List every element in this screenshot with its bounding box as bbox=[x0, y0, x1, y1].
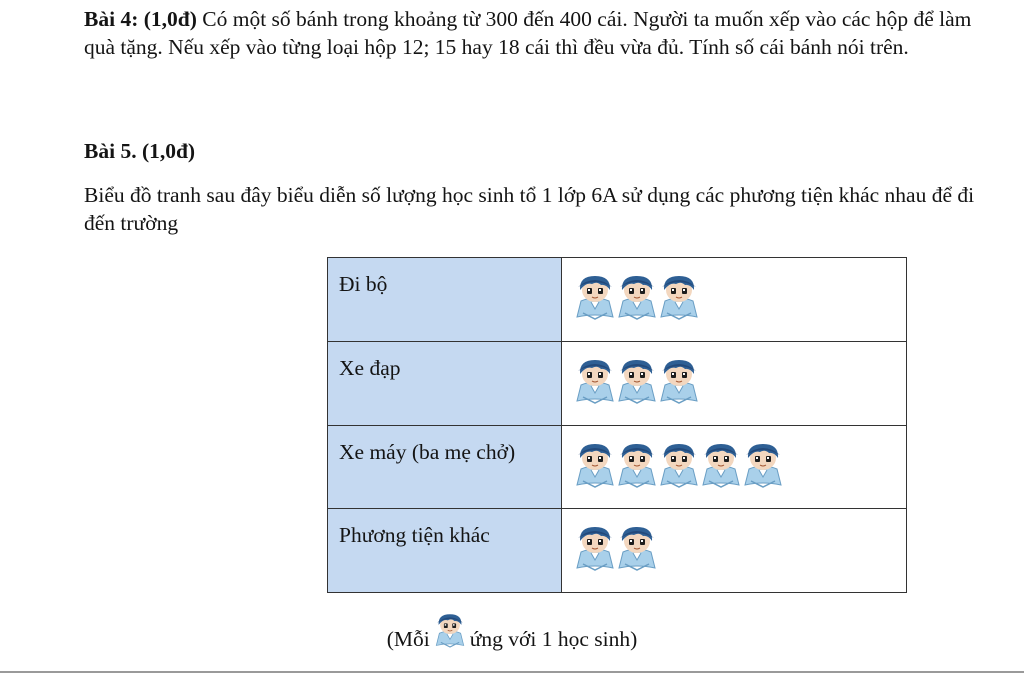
category-label: Đi bộ bbox=[328, 258, 562, 342]
problem-5-text: Biểu đồ tranh sau đây biểu diễn số lượng học sinh tổ 1 lớp 6A sử dụng các phương tiện khác nhau để đi đến trường bbox=[84, 183, 975, 235]
legend-before: (Mỗi bbox=[386, 627, 430, 651]
legend-note bbox=[0, 612, 1024, 664]
student-icon bbox=[573, 273, 617, 323]
page-divider bbox=[0, 671, 1024, 673]
pictogram-row bbox=[328, 258, 907, 342]
icon-cell bbox=[562, 258, 907, 342]
problem-4-text: Có một số bánh trong khoảng từ 300 đến 400 cái. Người ta muốn xếp vào các hộp để làm quà tặng. Nếu xếp vào từng loại hộp 12; 15 hay 18 cái thì đều vừa đủ. Tính số cái bánh nói trên. bbox=[84, 7, 972, 59]
pictogram-row bbox=[328, 425, 907, 509]
student-icon bbox=[433, 612, 467, 650]
student-icon bbox=[615, 441, 659, 491]
category-label: Xe máy (ba mẹ chở) bbox=[328, 425, 562, 509]
student-icon bbox=[657, 273, 701, 323]
legend-after: ứng với 1 học sinh) bbox=[469, 627, 638, 651]
student-icon bbox=[741, 441, 785, 491]
student-icon bbox=[615, 357, 659, 407]
icon-cell bbox=[562, 425, 907, 509]
student-icon bbox=[573, 441, 617, 491]
problem-4 bbox=[84, 6, 984, 61]
student-icon bbox=[699, 441, 743, 491]
student-icon bbox=[573, 524, 617, 574]
student-icon bbox=[615, 273, 659, 323]
icon-cell bbox=[562, 341, 907, 425]
pictogram-row bbox=[328, 341, 907, 425]
pictogram-row bbox=[328, 509, 907, 593]
student-icon bbox=[615, 524, 659, 574]
pictogram-table bbox=[327, 257, 907, 593]
problem-5-label: Bài 5. (1,0đ) bbox=[84, 139, 196, 163]
category-label: Xe đạp bbox=[328, 341, 562, 425]
student-icon bbox=[573, 357, 617, 407]
icon-cell bbox=[562, 509, 907, 593]
category-label: Phương tiện khác bbox=[328, 509, 562, 593]
student-icon bbox=[657, 441, 701, 491]
problem-4-label: Bài 4: (1,0đ) bbox=[84, 7, 197, 31]
student-icon bbox=[657, 357, 701, 407]
